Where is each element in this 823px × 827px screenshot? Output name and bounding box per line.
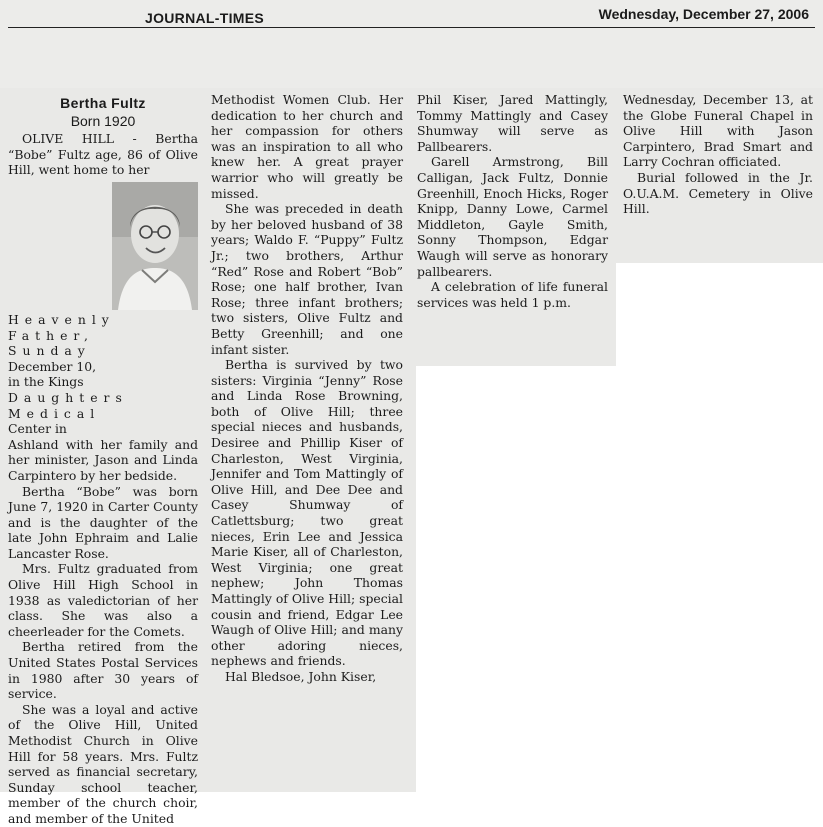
text-line: Medical [8, 405, 101, 421]
issue-date: Wednesday, December 27, 2006 [598, 6, 809, 22]
paragraph: Hal Bledsoe, John Kiser, [225, 668, 377, 684]
paragraph: Bertha retired from the United States Postal Services in 1980 after 30 years of service. [8, 639, 198, 702]
paragraph: She was preceded in death by her beloved husband of 38 years; Waldo F. “Puppy” Fultz Jr.; two brothers, Arthur “Red” Rose and Robert “Bob” Rose; one half brother, Ivan Rose; three infant brothers; two sisters, Olive Fultz and Betty Greenhill; and one infant sister. [211, 201, 403, 357]
obituary-column-4 [623, 92, 813, 217]
masthead-rule [8, 27, 815, 28]
paragraph: Bertha is survived by two sisters: Virginia “Jenny” Rose and Linda Rose Browning, both of Olive Hill; three special nieces and husbands, Desiree and Phillip Kiser of Charleston, West Virginia, Jennifer and Tom Mattingly of Olive Hill, and Dee Dee and Casey Shumway of Catlettsburg; two great nieces, Erin Lee and Jessica Marie Kiser, all of Charleston, West Virginia; one great nephew; John Thomas Mattingly of Olive Hill; special cousin and friend, Edgar Lee Waugh of Olive Hill; and many other adoring nieces, nephews and friends. [211, 357, 403, 669]
obituary-born: Born 1920 [70, 112, 136, 129]
text-line: Sunday [8, 343, 91, 359]
newspaper-name: JOURNAL-TIMES [145, 10, 265, 26]
paragraph: Garell Armstrong, Bill Calligan, Jack Fultz, Donnie Greenhill, Enoch Hicks, Roger Knipp, Danny Lowe, Carmel Middleton, Gayle Smith, Sonny Thompson, Edgar Waugh will serve as honorary pallbearers. [417, 154, 608, 279]
obituary-column-2 [211, 92, 403, 685]
dateline-text: OLIVE HILL - Bertha “Bobe” Fultz age, 86 of Olive Hill, went home to her [8, 131, 198, 178]
obituary-name: Bertha Fultz [60, 95, 146, 111]
text-line: December 10, [8, 358, 97, 374]
paragraph: Mrs. Fultz graduated from Olive Hill High School in 1938 as valedictorian of her class. She was also a cheerleader for the Comets. [8, 561, 198, 639]
text-line: Heavenly [8, 311, 115, 327]
text-line: Center in [8, 421, 67, 437]
paragraph: She was a loyal and active of the Olive Hill, United Methodist Church in Olive Hill for 58 years. Mrs. Fultz served as financial secretary, Sunday school teacher, member of the church choir, and member of the United [8, 701, 198, 826]
text-line: in the Kings [8, 374, 84, 390]
paragraph: Bertha “Bobe” was born June 7, 1920 in Carter County and is the daughter of the late John Ephraim and Lalie Lancaster Rose. [8, 483, 198, 561]
obituary-column-3 [417, 92, 608, 310]
text-line: Father, [8, 327, 94, 343]
paragraph: Methodist Women Club. Her dedication to her church and her compassion for others was an inspiration to all who knew her. A great prayer warrior who will greatly be missed. [211, 92, 403, 201]
portrait-photo-icon [112, 182, 198, 310]
paragraph: Burial followed in the Jr. O.U.A.M. Cemetery in Olive Hill. [623, 169, 813, 217]
obituary-column-1 [8, 96, 198, 827]
paragraph: Ashland with her family and her minister, Jason and Linda Carpintero by her bedside. [8, 436, 198, 483]
paragraph [8, 131, 198, 178]
paragraph: Phil Kiser, Jared Mattingly, Tommy Mattingly and Casey Shumway will serve as Pallbearers. [417, 92, 608, 154]
text-line: Daughters [8, 389, 128, 405]
paragraph: Wednesday, December 13, at the Globe Funeral Chapel in Olive Hill with Jason Carpintero, Brad Smart and Larry Cochran officiated. [623, 92, 813, 170]
paragraph: A celebration of life funeral services was held 1 p.m. [417, 279, 608, 310]
masthead [0, 0, 823, 30]
